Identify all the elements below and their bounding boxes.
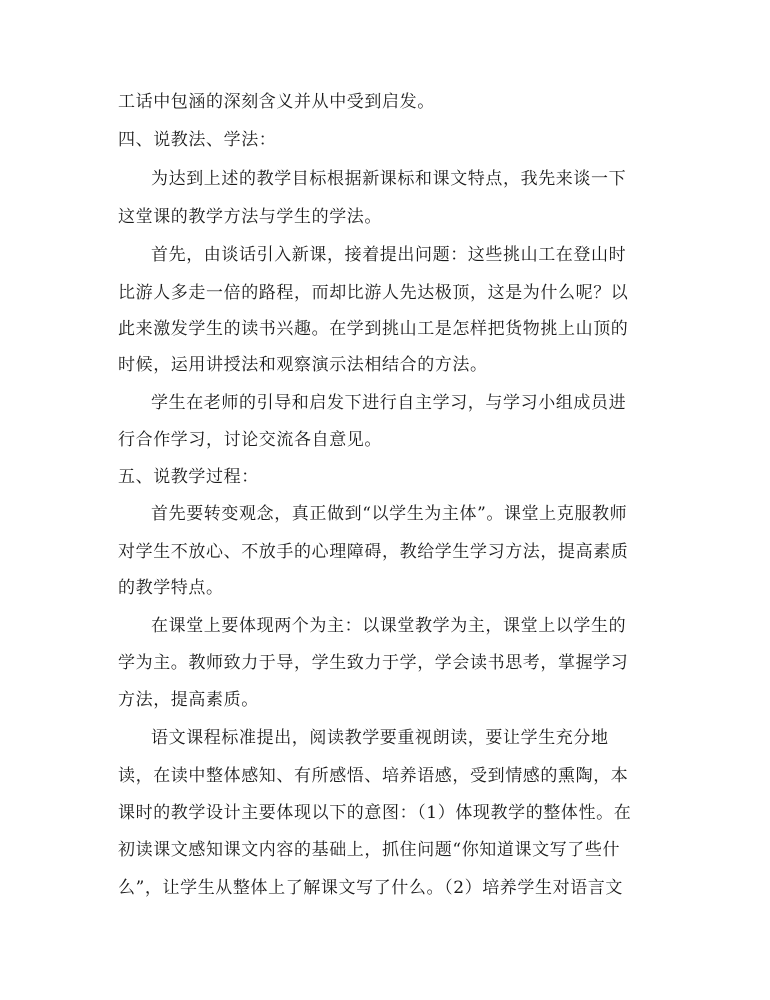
paragraph-line: 在课堂上要体现两个为主：以课堂教学为主，课堂上以学生的 <box>151 616 627 636</box>
paragraph-line: 么”，让学生从整体上了解课文写了什么。（2）培养学生对语言文 <box>118 878 624 898</box>
paragraph-line: 初读课文感知课文内容的基础上，抓住问题“你知道课文写了些什 <box>118 840 621 860</box>
paragraph-line: 读，在读中整体感知、有所感悟、培养语感，受到情感的熏陶，本 <box>118 766 629 786</box>
section-heading: 四、说教法、学法： <box>118 130 277 150</box>
paragraph-line: 课时的教学设计主要体现以下的意图：（1）体现教学的整体性。在 <box>118 803 632 823</box>
section-heading: 五、说教学过程： <box>118 467 259 487</box>
paragraph-line: 为达到上述的教学目标根据新课标和课文特点，我先来谈一下 <box>151 169 627 189</box>
paragraph-line: 此来激发学生的读书兴趣。在学到挑山工是怎样把货物挑上山顶的 <box>118 319 629 339</box>
text-line: 工话中包涵的深刻含义并从中受到启发。 <box>118 92 435 112</box>
paragraph-line: 方法，提高素质。 <box>118 690 259 710</box>
paragraph-line: 学生在老师的引导和启发下进行自主学习，与学习小组成员进 <box>151 393 627 413</box>
paragraph-line: 时候，运用讲授法和观察演示法相结合的方法。 <box>118 355 488 375</box>
paragraph-line: 的教学特点。 <box>118 578 224 598</box>
paragraph-line: 比游人多走一倍的路程，而却比游人先达极顶，这是为什么呢？以 <box>118 283 629 303</box>
paragraph-line: 学为主。教师致力于导，学生致力于学，学会读书思考，掌握学习 <box>118 653 629 673</box>
paragraph-line: 对学生不放心、不放手的心理障碍，教给学生学习方法，提高素质 <box>118 542 629 562</box>
paragraph-line: 首先要转变观念，真正做到“以学生为主体”。课堂上克服教师 <box>151 504 628 524</box>
paragraph-line: 行合作学习，讨论交流各自意见。 <box>118 430 382 450</box>
paragraph-line: 这堂课的教学方法与学生的学法。 <box>118 207 382 227</box>
paragraph-line: 语文课程标准提出，阅读教学要重视朗读，要让学生充分地 <box>151 728 609 748</box>
paragraph-line: 首先，由谈话引入新课，接着提出问题：这些挑山工在登山时 <box>151 245 627 265</box>
